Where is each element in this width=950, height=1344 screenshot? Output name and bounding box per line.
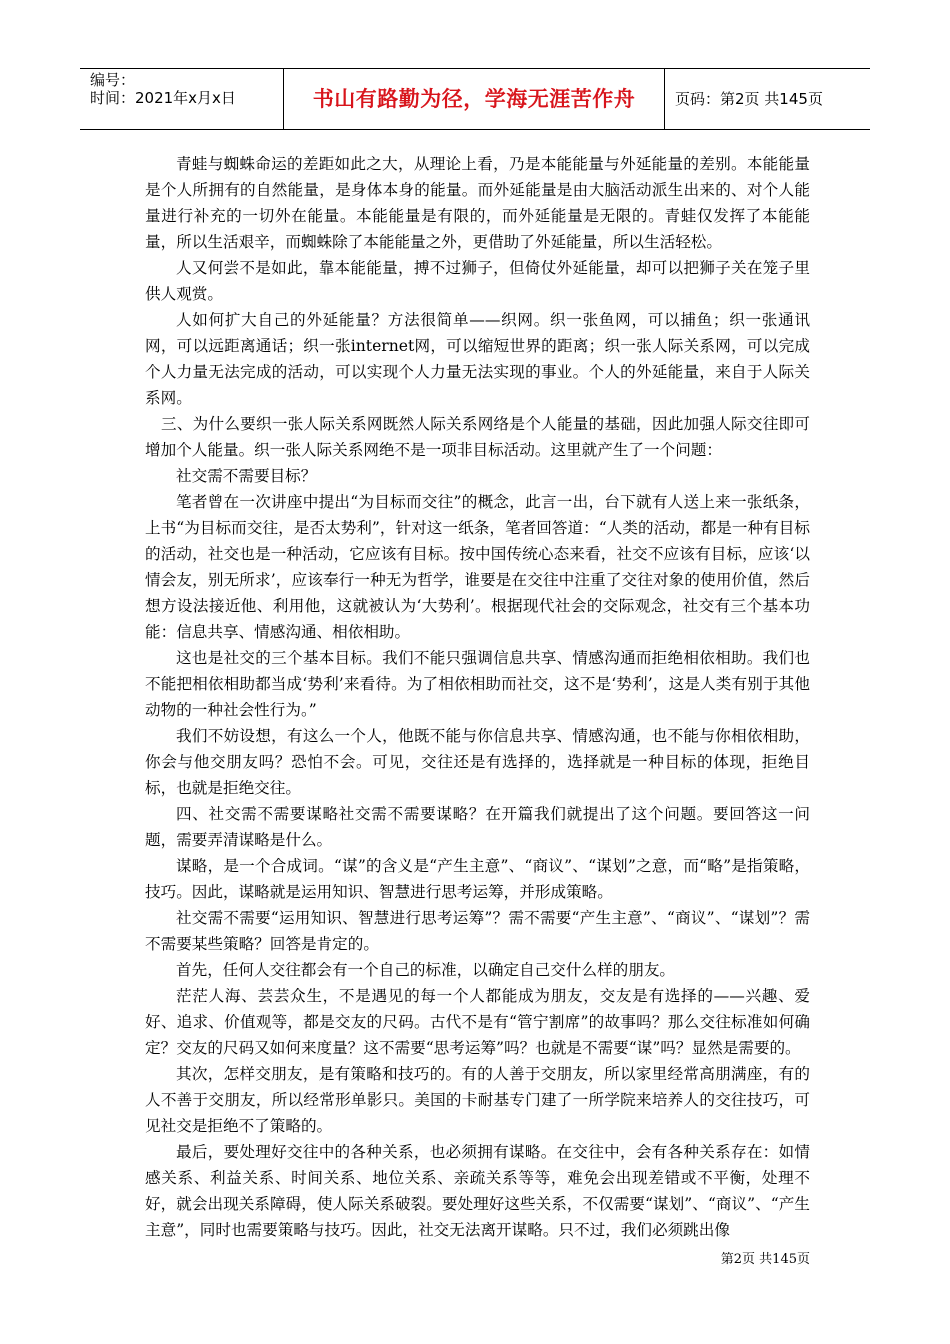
- paragraph: 谋略，是一个合成词。“谋”的含义是“产生主意”、“商议”、“谋划”之意，而“略”是指策略，技巧。因此，谋略就是运用知识、智慧进行思考运筹，并形成策略。: [145, 857, 810, 901]
- header-meta: [80, 69, 284, 129]
- document-number-label: 编号：: [90, 71, 136, 89]
- header-motto-cell: [284, 69, 665, 129]
- paragraph: 青蛙与蜘蛛命运的差距如此之大，从理论上看，乃是本能能量与外延能量的差别。本能能量是个人所拥有的自然能量，是身体本身的能量。而外延能量是由大脑活动派生出来的、对个人能量进行补充的一切外在能量。本能能量是有限的，而外延能量是无限的。青蛙仅发挥了本能能量，所以生活艰辛，而蜘蛛除了本能能量之外，更借助了外延能量，所以生活轻松。: [145, 155, 810, 251]
- paragraph: 社交需不需要目标？: [176, 467, 317, 485]
- document-body: [145, 151, 810, 1243]
- paragraph: 最后，要处理好交往中的各种关系，也必须拥有谋略。在交往中，会有各种关系存在：如情感关系、利益关系、时间关系、地位关系、亲疏关系等等，难免会出现差错或不平衡，处理不好，就会出现关系障碍，使人际关系破裂。要处理好这些关系，不仅需要“谋划”、“商议”、“产生主意”，同时也需要策略与技巧。因此，社交无法离开谋略。只不过，我们必须跳出像: [145, 1143, 810, 1239]
- paragraph: 社交需不需要“运用知识、智慧进行思考运筹”？需不需要“产生主意”、“商议”、“谋划”？需不需要某些策略？回答是肯定的。: [145, 909, 810, 953]
- paragraph: 我们不妨设想，有这么一个人，他既不能与你信息共享、情感沟通，也不能与你相依相助，你会与他交朋友吗？恐怕不会。可见，交往还是有选择的，选择就是一种目标的体现，拒绝目标，也就是拒绝交往。: [145, 727, 810, 797]
- page-footer: 第2页 共145页: [720, 1252, 810, 1267]
- paragraph: 茫茫人海、芸芸众生，不是遇见的每一个人都能成为朋友，交友是有选择的——兴趣、爱好、追求、价值观等，都是交友的尺码。古代不是有“管宁割席”的故事吗？那么交往标准如何确定？交友的尺码又如何来度量？这不需要“思考运筹”吗？也就是不需要“谋”吗？显然是需要的。: [145, 987, 810, 1057]
- paragraph: 笔者曾在一次讲座中提出“为目标而交往”的概念，此言一出，台下就有人送上来一张纸条，上书“为目标而交往，是否太势利”，针对这一纸条，笔者回答道：“人类的活动，都是一种有目标的活动，社交也是一种活动，它应该有目标。按中国传统心态来看，社交不应该有目标，应该‘以情会友，别无所求’，应该奉行一种无为哲学，谁要是在交往中注重了交往对象的使用价值，然后想方设法接近他、利用他，这就被认为‘大势利’。根据现代社会的交际观念，社交有三个基本功能：信息共享、情感沟通、相依相助。: [145, 493, 810, 641]
- header-page-cell: [665, 69, 870, 129]
- paragraph: 首先，任何人交往都会有一个自己的标准，以确定自己交什么样的朋友。: [176, 961, 676, 979]
- paragraph: 人如何扩大自己的外延能量？方法很简单——织网。织一张鱼网，可以捕鱼；织一张通讯网，可以远距离通话；织一张internet网，可以缩短世界的距离；织一张人际关系网，可以完成个人力量无法完成的活动，可以实现个人力量无法实现的事业。个人的外延能量，来自于人际关系网。: [145, 311, 810, 407]
- document-time-label: 时间：2021年x月x日: [90, 89, 236, 107]
- paragraph: 其次，怎样交朋友，是有策略和技巧的。有的人善于交朋友，所以家里经常高朋满座，有的人不善于交朋友，所以经常形单影只。美国的卡耐基专门建了一所学院来培养人的交往技巧，可见社交是拒绝不了策略的。: [145, 1065, 810, 1135]
- section-heading-paragraph: 三、为什么要织一张人际关系网既然人际关系网络是个人能量的基础，因此加强人际交往即可增加个人能量。织一张人际关系网绝不是一项非目标活动。这里就产生了一个问题：: [145, 415, 810, 459]
- header-page-number: 页码：第2页 共145页: [675, 90, 823, 108]
- paragraph: 人又何尝不是如此，靠本能能量，搏不过狮子，但倚仗外延能量，却可以把狮子关在笼子里供人观赏。: [145, 259, 810, 303]
- page-header: [80, 68, 870, 130]
- header-motto: 书山有路勤为径，学海无涯苦作舟: [312, 87, 636, 111]
- section-heading-paragraph: 四、社交需不需要谋略社交需不需要谋略？在开篇我们就提出了这个问题。要回答这一问题，需要弄清谋略是什么。: [145, 805, 810, 849]
- paragraph: 这也是社交的三个基本目标。我们不能只强调信息共享、情感沟通而拒绝相依相助。我们也不能把相依相助都当成‘势利’来看待。为了相依相助而社交，这不是‘势利’，这是人类有别于其他动物的一种社会性行为。”: [145, 649, 810, 719]
